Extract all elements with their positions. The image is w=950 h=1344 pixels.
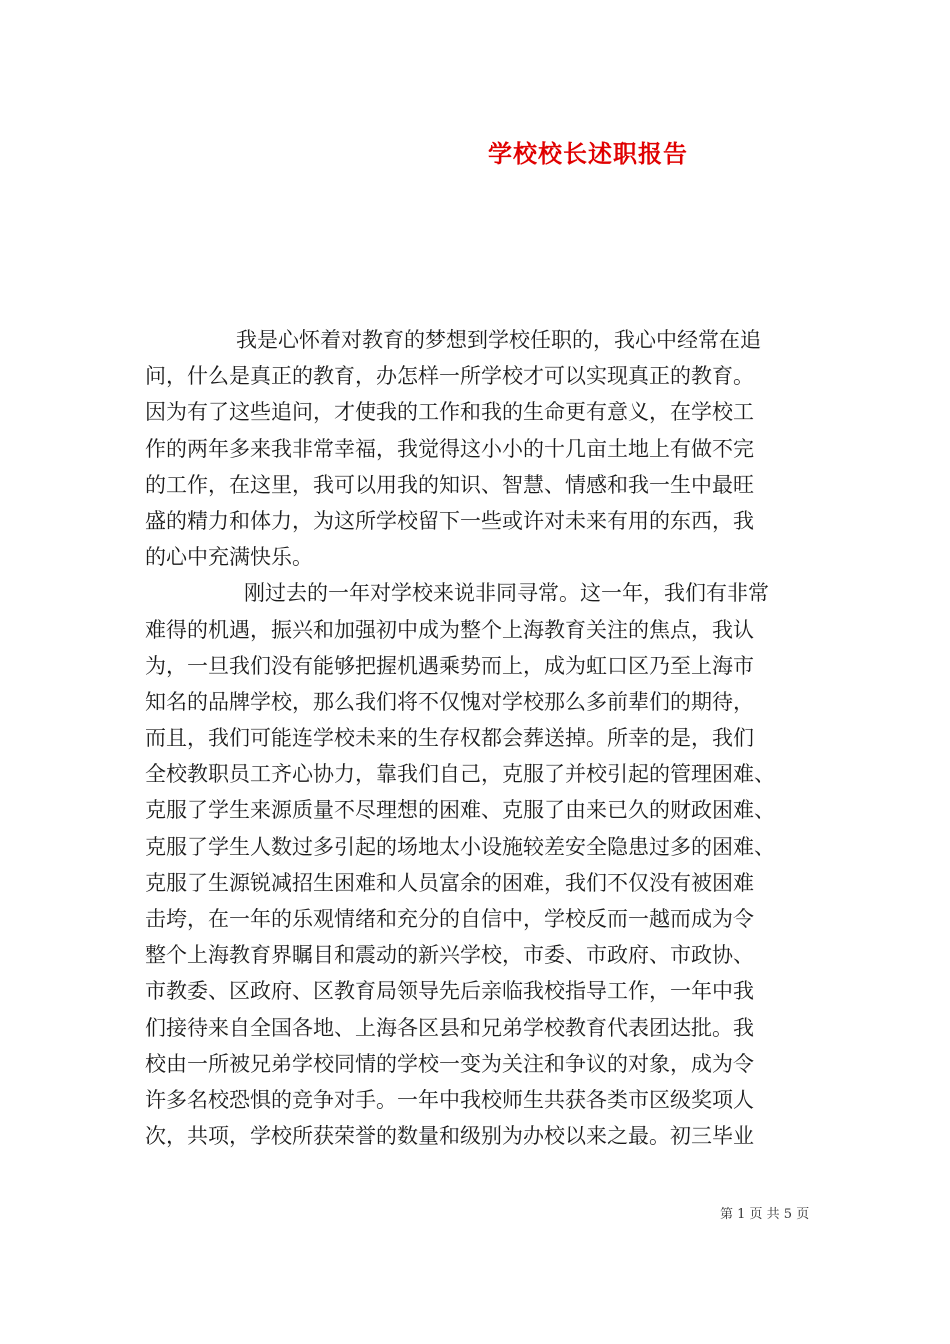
text-line: 盛的精力和体力，为这所学校留下一些或许对未来有用的东西，我 bbox=[145, 508, 754, 533]
text-line: 克服了学生来源质量不尽理想的困难、克服了由来已久的财政困难、 bbox=[145, 798, 775, 823]
text-line: 刚过去的一年对学校来说非同寻常。这一年，我们有非常 bbox=[244, 581, 769, 606]
text-line: 击垮，在一年的乐观情绪和充分的自信中，学校反而一越而成为令 bbox=[145, 907, 754, 931]
text-line: 的心中充满快乐。 bbox=[145, 545, 313, 570]
paragraph-1 bbox=[145, 322, 825, 575]
text-line: 而且，我们可能连学校未来的生存权都会葬送掉。所幸的是，我们 bbox=[145, 726, 754, 751]
page-number: 第 1 页 共 5 页 bbox=[720, 1207, 810, 1222]
text-line: 克服了学生人数过多引起的场地太小设施较差安全隐患过多的困难、 bbox=[145, 834, 775, 859]
text-line: 校由一所被兄弟学校同情的学校一变为关注和争议的对象，成为令 bbox=[145, 1051, 754, 1076]
text-line: 次，共项，学校所获荣誉的数量和级别为办校以来之最。初三毕业 bbox=[145, 1124, 754, 1149]
text-line: 问，什么是真正的教育，办怎样一所学校才可以实现真正的教育。 bbox=[145, 364, 754, 389]
document-title: 学校校长述职报告 bbox=[488, 139, 688, 168]
text-line: 因为有了这些追问，才使我的工作和我的生命更有意义，在学校工 bbox=[145, 400, 754, 425]
document-body bbox=[145, 322, 825, 1154]
text-line: 全校教职员工齐心协力，靠我们自己，克服了并校引起的管理困难、 bbox=[145, 762, 775, 787]
paragraph-2 bbox=[145, 575, 825, 1154]
text-line: 市教委、区政府、区教育局领导先后亲临我校指导工作，一年中我 bbox=[145, 979, 754, 1004]
text-line: 的工作，在这里，我可以用我的知识、智慧、情感和我一生中最旺 bbox=[145, 472, 754, 497]
text-line: 作的两年多来我非常幸福，我觉得这小小的十几亩土地上有做不完 bbox=[145, 436, 754, 461]
text-line: 为，一旦我们没有能够把握机遇乘势而上，成为虹口区乃至上海市 bbox=[145, 653, 754, 678]
text-line: 整个上海教育界瞩目和震动的新兴学校，市委、市政府、市政协、 bbox=[145, 943, 754, 968]
text-line: 难得的机遇，振兴和加强初中成为整个上海教育关注的焦点，我认 bbox=[145, 617, 754, 642]
text-line: 们接待来自全国各地、上海各区县和兄弟学校教育代表团达批。我 bbox=[145, 1015, 754, 1040]
text-line: 知名的品牌学校，那么我们将不仅愧对学校那么多前辈们的期待， bbox=[145, 689, 754, 714]
text-line: 克服了生源锐减招生困难和人员富余的困难，我们不仅没有被困难 bbox=[145, 870, 754, 895]
text-line: 许多名校恐惧的竞争对手。一年中我校师生共获各类市区级奖项人 bbox=[145, 1087, 754, 1112]
text-line: 我是心怀着对教育的梦想到学校任职的，我心中经常在追 bbox=[236, 328, 761, 352]
